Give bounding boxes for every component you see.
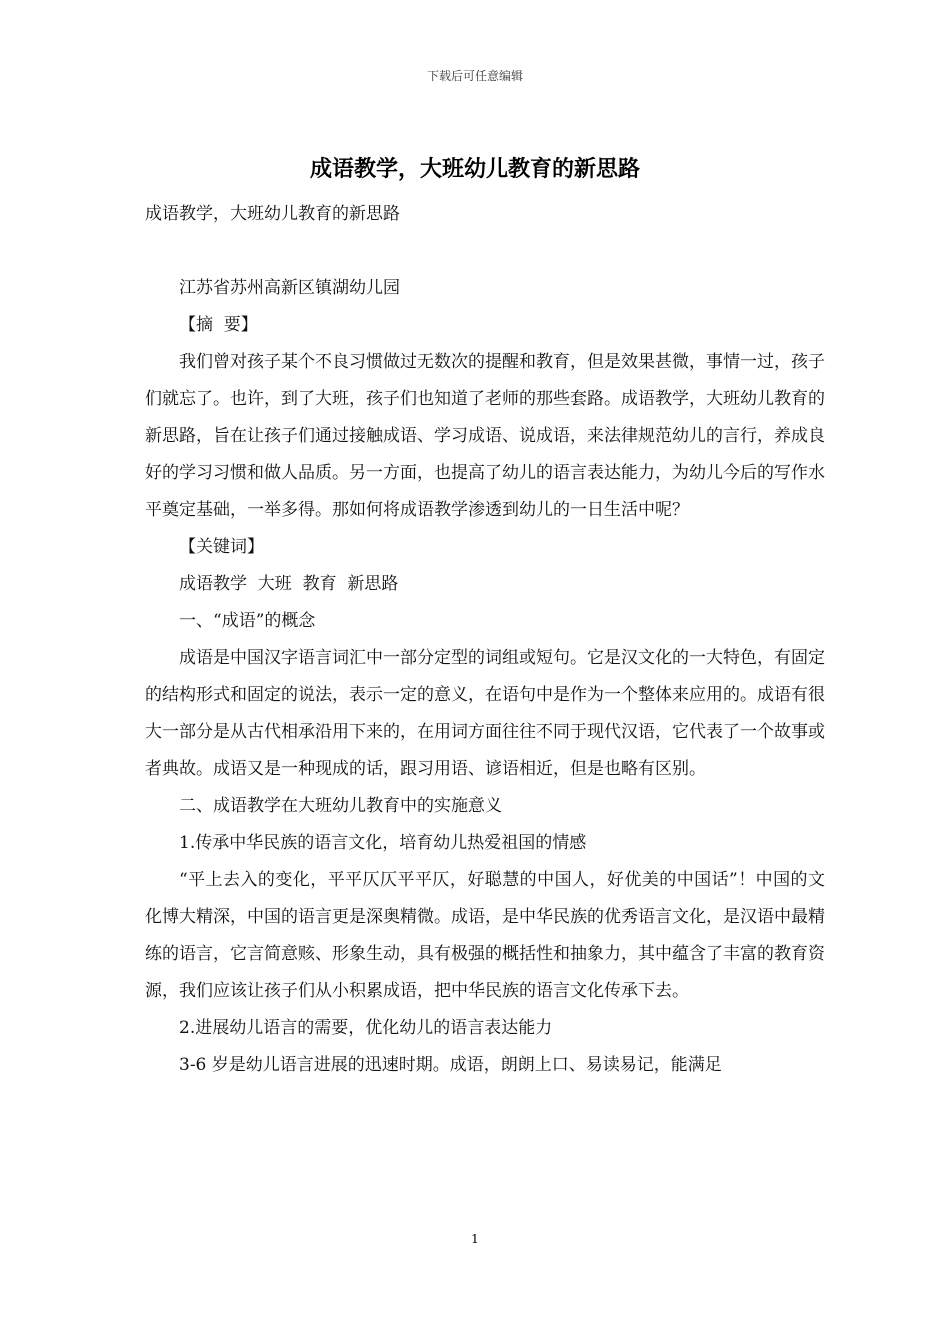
subtitle: 成语教学，大班幼儿教育的新思路 bbox=[145, 204, 400, 224]
keywords-label: 【关键词】 bbox=[179, 537, 264, 557]
document-body bbox=[145, 196, 825, 1084]
point-paragraph-2: 3-6 岁是幼儿语言进展的迅速时期。成语，朗朗上口、易读易记，能满足 bbox=[179, 1055, 722, 1075]
page-number: 1 bbox=[471, 1232, 479, 1246]
document-title: 成语教学，大班幼儿教育的新思路 bbox=[309, 156, 640, 182]
blank-line bbox=[145, 233, 825, 270]
abstract-label: 【摘 要】 bbox=[179, 315, 258, 335]
section-heading-1: 一、“成语”的概念 bbox=[179, 611, 316, 631]
header-note: 下载后可任意编辑 bbox=[426, 69, 523, 83]
abstract-paragraph: 我们曾对孩子某个不良习惯做过无数次的提醒和教育，但是效果甚微，事情一过，孩子们就忘了。也许，到了大班，孩子们也知道了老师的那些套路。成语教学，大班幼儿教育的新思路，旨在让孩子们通过接触成语、学习成语、说成语，来法律规范幼儿的言行，养成良好的学习习惯和做人品质。另一方面，也提高了幼儿的语言表达能力，为幼儿今后的写作水平奠定基础，一举多得。那如何将成语教学渗透到幼儿的一日生活中呢？ bbox=[145, 352, 825, 520]
author-line: 江苏省苏州高新区镇湖幼儿园 bbox=[179, 278, 400, 298]
keywords-line: 成语教学 大班 教育 新思路 bbox=[179, 574, 399, 594]
point-heading-2: 2.进展幼儿语言的需要，优化幼儿的语言表达能力 bbox=[179, 1018, 553, 1038]
point-heading-1: 1.传承中华民族的语言文化，培育幼儿热爱祖国的情感 bbox=[179, 833, 587, 853]
section-paragraph-1: 成语是中国汉字语言词汇中一部分定型的词组或短句。它是汉文化的一大特色，有固定的结构形式和固定的说法，表示一定的意义，在语句中是作为一个整体来应用的。成语有很大一部分是从古代相承沿用下来的，在用词方面往往不同于现代汉语，它代表了一个故事或者典故。成语又是一种现成的话，跟习用语、谚语相近，但是也略有区别。 bbox=[145, 648, 825, 779]
section-heading-2: 二、成语教学在大班幼儿教育中的实施意义 bbox=[179, 796, 502, 816]
point-paragraph-1: “平上去入的变化，平平仄仄平平仄，好聪慧的中国人，好优美的中国话”！中国的文化博大精深，中国的语言更是深奥精微。成语，是中华民族的优秀语言文化，是汉语中最精练的语言，它言简意赅、形象生动，具有极强的概括性和抽象力，其中蕴含了丰富的教育资源，我们应该让孩子们从小积累成语，把中华民族的语言文化传承下去。 bbox=[145, 870, 825, 1001]
